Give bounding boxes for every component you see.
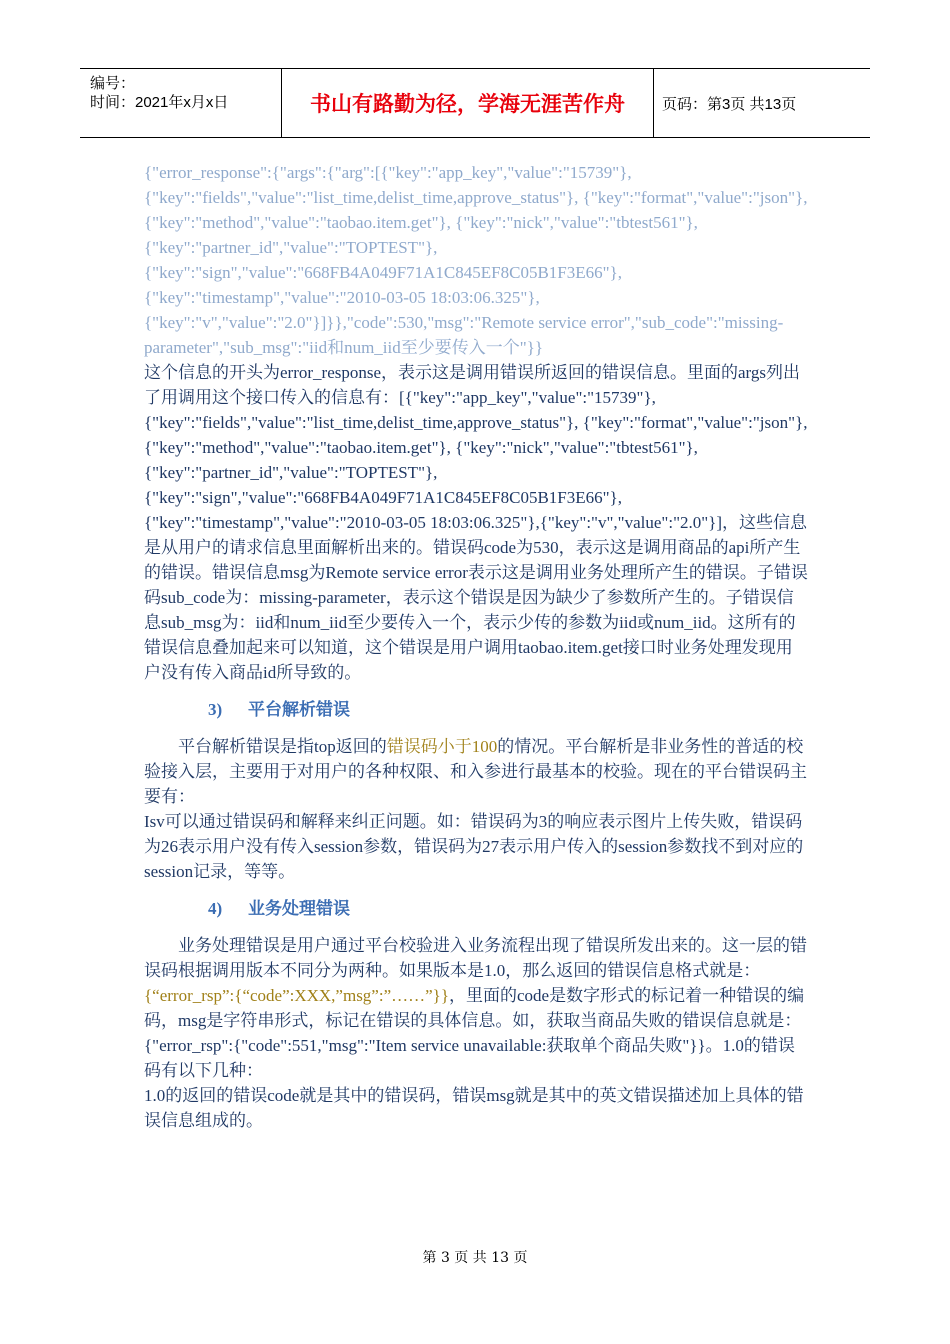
business-error-paragraph (144, 933, 809, 1083)
page-footer: 第 3 页 共 13 页 (422, 1250, 528, 1266)
section-title: 平台解析错误 (248, 700, 350, 719)
header-page-cell (654, 69, 870, 137)
error-json-example: {"error_response":{"args":{"arg":[{"key":"app_key","value":"15739"}, {"key":"fields","value":"list_time,delist_time,approve_status"}, {"key":"format","value":"json"},{"key":"method","value":"taobao.item.get"}, {"key":"nick","value":"tbtest561"},{"key":"partner_id","value":"TOPTEST"}, {"key":"sign","value":"668FB4A049F71A1C845EF8C05B1F3E66"}, {"key":"timestamp","value":"2010-03-05 18:03:06.325"}, {"key":"v","value":"2.0"}]}},"code":530,"msg":"Remote service error","sub_code":"missing-parameter","sub_msg":"iid和num_iid至少要传入一个"}} (144, 163, 808, 357)
section-title: 业务处理错误 (248, 899, 350, 918)
section-heading-platform-parse-error (144, 697, 809, 722)
error-code-note-paragraph: 1.0的返回的错误code就是其中的错误码，错误msg就是其中的英文错误描述加上具体的错误信息组成的。 (144, 1086, 804, 1130)
document-number-label: 编号： (90, 75, 136, 92)
error-explanation-paragraph: 这个信息的开头为error_response，表示这是调用错误所返回的错误信息。里面的args列出了用调用这个接口传入的信息有：[{"key":"app_key","value":"15739"}, {"key":"fields","value":"list_time,delist_time,approve_status"}, {"key":"format","value":"json"},{"key":"method","value":"taobao.item.get"}, {"key":"nick","value":"tbtest561"},{"key":"partner_id","value":"TOPTEST"}, {"key":"sign","value":"668FB4A049F71A1C845EF8C05B1F3E66"}, {"key":"timestamp","value":"2010-03-05 18:03:06.325"},{"key":"v","value":"2.0"}]，这些信息是从用户的请求信息里面解析出来的。错误码code为530，表示这是调用商品的api所产生的错误。错误信息msg为Remote service error表示这是调用业务处理所产生的错误。子错误码sub_code为：missing-parameter，表示这个错误是因为缺少了参数所产生的。子错误信息sub_msg为：iid和num_iid至少要传入一个，表示少传的参数为iid或num_iid。这所有的错误信息叠加起来可以知道，这个错误是用户调用taobao.item.get接口时业务处理发现用户没有传入商品id所导致的。 (144, 363, 808, 682)
text-run: ，里面的code是数字形式的标记着一种错误的编码，msg是字符串形式，标记在错误的具体信息。如，获取当商品失败的错误信息就是：{"error_rsp":{"code":551,"msg":"Item service unavailable:获取单个商品失败"}}。1.0的错误码有以下几种： (144, 986, 805, 1080)
document-body (144, 160, 809, 1133)
header-page-info: 页码：第3页 共13页 (662, 95, 797, 113)
isv-error-paragraph: Isv可以通过错误码和解释来纠正问题。如：错误码为3的响应表示图片上传失败，错误码为26表示用户没有传入session参数，错误码为27表示用户传入的session参数找不到对应的session记录，等等。 (144, 812, 804, 881)
text-run: 平台解析错误是指top返回的 (178, 737, 387, 756)
text-run: 业务处理错误是用户通过平台校验进入业务流程出现了错误所发出来的。这一层的错误码根据调用版本不同分为两种。如果版本是1.0，那么返回的错误信息格式就是： (144, 936, 807, 980)
section-number: 3) (208, 700, 223, 719)
section-heading-business-error (144, 896, 809, 921)
platform-error-paragraph (144, 734, 809, 809)
header-motto: 书山有路勤为径，学海无涯苦作舟 (310, 91, 625, 116)
highlight-text: {“error_rsp”:{“code”:XXX,”msg”:”……”}} (144, 986, 449, 1005)
section-number: 4) (208, 899, 223, 918)
document-header (80, 68, 870, 138)
document-date: 时间：2021年x月x日 (90, 94, 229, 111)
header-motto-cell (282, 69, 654, 137)
highlight-text: 错误码小于100 (386, 737, 498, 756)
header-info-cell (80, 69, 282, 137)
text-run: 的情况。平台解析是非业务性的普适的校验接入层，主要用于对用户的各种权限、和入参进行最基本的校验。现在的平台错误码主要有： (144, 737, 807, 806)
